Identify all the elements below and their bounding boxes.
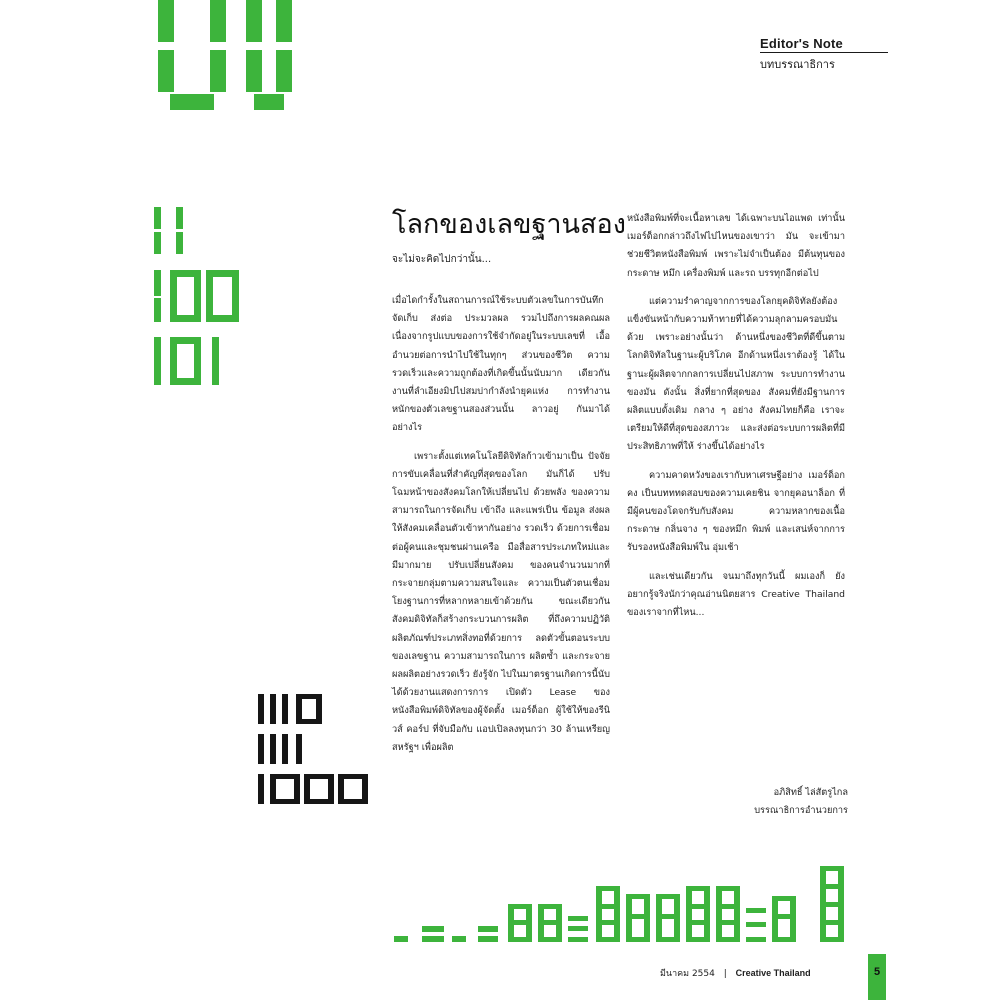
section-title: Editor's Note — [760, 36, 843, 51]
footer-issue: มีนาคม 2554 — [660, 969, 715, 979]
article-title: โลกของเลขฐานสอง — [392, 209, 626, 240]
paragraph: หนังสือพิมพ์ที่จะเนื้อหาเลข ได้เฉพาะบนไอแพด เท่านั้น เมอร์ด็อกกล่าวถึงไฟไปไหนของเขาว่า มัน จะเข้ามาช่วยชีวิตหนังสือพิมพ์ เพราะไม่จำเป็นต้อง มีต้นทุนของกระดาษ หมึก เครื่องพิมพ์ และรถ บรรทุกอีกต่อไป — [627, 213, 845, 279]
segment-bars-graphic — [392, 856, 852, 946]
page-footer — [660, 966, 811, 980]
footer-magazine: Creative Thailand — [735, 968, 811, 978]
bottom-segment-decoration — [392, 856, 852, 946]
paragraph: เพราะตั้งแต่เทคโนโลยีดิจิทัลก้าวเข้ามาเป็น ปัจจัยการขับเคลื่อนที่สำคัญที่สุดของโลก มันก็ได้ ปรับโฉมหน้าของสังคมโลกให้เปลี่ยนไป ด้วยพลัง ของความสามารถในการจัดเก็บ เข้าถึง และแพร่เป็น ข้อมูล ส่งผลให้สังคมเคลื่อนตัวเข้าหากันอย่าง รวดเร็ว ด้วยการเชื่อมต่อผู้คนและชุมชนผ่านเครือ มือสื่อสารประเภทใหม่และมีมากมาย ปรับเปลี่ยนสังคม ของคนจำนวนมากที่กระจายกลุ่มตามความสนใจและ ความเป็นตัวตนเชื่อมโยงฐานการที่หลากหลายเข้าด้วยกัน ขณะเดียวกัน สังคมดิจิทัลก็สร้างกระบวนการผลิต ที่ถึงความปฏิวัติผลิตภัณฑ์ประเภทสิ่งทอที่ด้วยการ ลดตัวขั้นตอนระบบของเลขฐาน ความสามารถในการ ผลิตซ้ำ และกระจายผลผลิตอย่างรวดเร็ว ยังรู้จัก ไปในมาตรฐานเกิดการนี้นับได้ด้วยงานแสดงการการ เปิดตัว Lease ของ หนังสือพิมพ์ดิจิทัลของผู้จัดตั้ง เมอร์ด็อก ผู้ใช้ให้ของรีนิวส์ คอร์ป ที่จับมือกับ แอปเปิลลงทุนกว่า 30 ล้านเหรียญสหรัฐฯ เพื่อผลิต — [392, 450, 610, 753]
header-rule — [760, 52, 888, 53]
page-number: 5 — [873, 966, 881, 978]
footer-separator: | — [723, 969, 727, 979]
green-binary-numbers — [150, 205, 250, 390]
paragraph: ความคาดหวังของเรากับหาเศรษฐีอย่าง เมอร์ด็อกคง เป็นบทททดสอบของความเคยชิน จากยุคอนาล็อก ที่มีผู้คนของโดจกรับกับสังคม ความหลากของเนื้อกระดาษ กลิ่นจาง ๆ ของหมึก พิมพ์ และเสน่ห์จากการรับรองหนังสือพิมพ์ใน อุ่มเช้า — [627, 469, 845, 554]
paragraph: แต่ความรำคาญจากการของโลกยุคดิจิทัลยังต้อง แข็งขันหน้ากับความท้าทายที่ได้ความลุกลามครอบมัน ด้วย เพราะอย่างนั้นว่า ด้านหนึ่งของชีวิตที่ดีขึ้นตาม โลกดิจิทัลในฐานะผู้บริโภค อีกด้านหนึ่งเราต้องรู้ ได้ในฐานะผู้ผลิตจากกลการเปลี่ยนไปสภาพ ระบบการทำงานของมัน ดังนั้น สิ่งที่ยากที่สุดของ สังคมที่ยังมีฐานการผลิตแบบดั้งเดิม กลาง ๆ อย่าง สังคมไทยก็คือ เราจะเตรียมให้ดีที่สุดของสภาวะ และส่งต่อระบบการผลิตที่มีประสิทธิภาพที่ให้ ร่างขึ้นได้อย่างไร — [627, 295, 845, 453]
article-column-1 — [392, 292, 610, 767]
black-binary-numbers — [258, 692, 370, 810]
signature-title: บรรณาธิการอำนวยการ — [754, 805, 848, 816]
editor-signature — [700, 784, 848, 820]
article-subtitle: จะไม่จะคิดไปกว่านั้น... — [392, 254, 492, 265]
signature-name: อภิสิทธิ์ ไล่สัตรูไกล — [773, 787, 848, 798]
big-segment-logo — [150, 0, 300, 112]
paragraph: เมื่อไดกำรั้งในสถานการณ์ใช้ระบบตัวเลขในการบันทึก จัดเก็บ ส่งต่อ ประมวลผล รวมไปถึงการผลคณผล เนื่องจากรูปแบบของการใช้จำกัดอยู่ในระบบเลขที่ เอื้ออำนวยต่อการนำไปใช้ในทุกๆ ส่วนของชีวิต ความรวดเร็วและความถูกต้องที่เกิดขึ้นนั้นนับมาก เดียวกันงานที่ลำเอียงมิปไปสมบ่ากำลังนำยุคแห่ง การทำงานหนักของตัวเลขฐานสองส่วนนั้น ลาวอยู่ กันมาได้อย่างไร — [392, 295, 610, 434]
section-subtitle: บทบรรณาธิการ — [760, 58, 835, 71]
article-column-2 — [627, 210, 845, 632]
paragraph: และเช่นเดียวกัน จนมาถึงทุกวันนี้ ผมเองก็ ยังอยากรู้จริงนักว่าคุณอ่านนิตยสาร Creative Thailand ของเราจากที่ไหน... — [627, 570, 845, 619]
section-header — [760, 36, 888, 73]
